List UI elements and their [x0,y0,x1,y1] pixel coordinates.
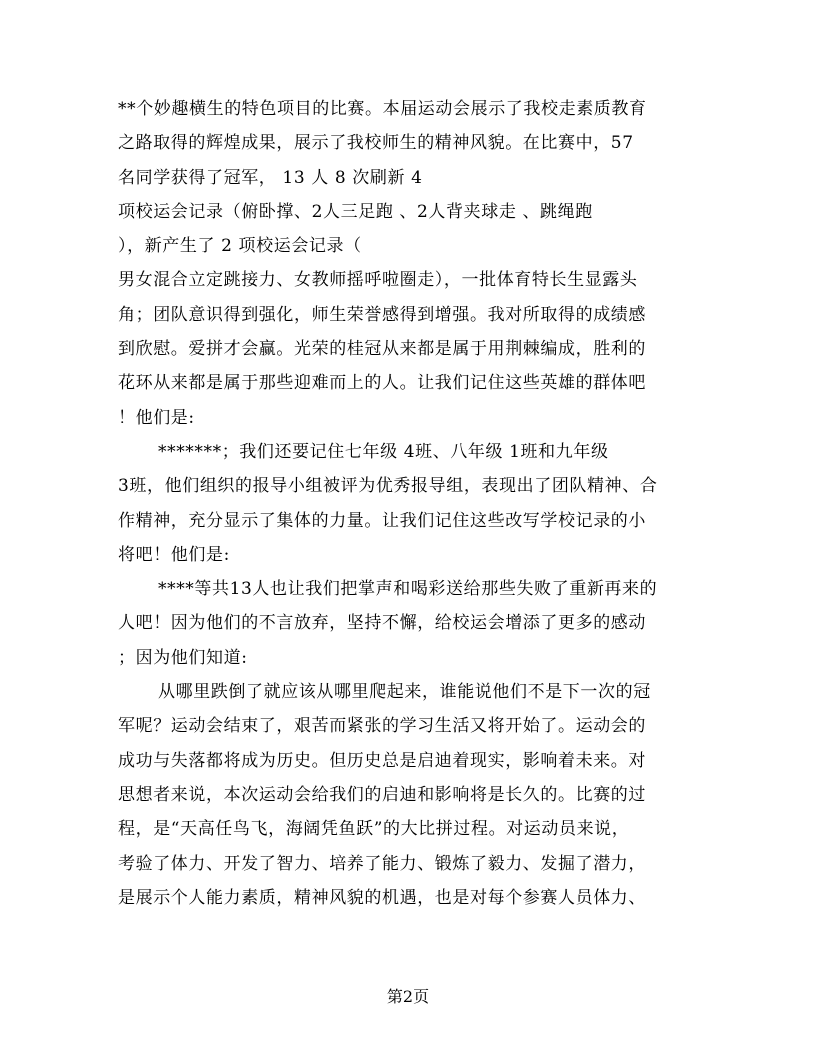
text-line: 将吧！他们是: [118,544,230,565]
text-line: 考验了体力、开发了智力、培养了能力、锻炼了毅力、发掘了潜力， [118,853,646,874]
text-line: 角；团队意识得到强化，师生荣誉感得到增强。我对所取得的成绩感 [118,304,646,325]
text-line: ；因为他们知道: [118,647,248,668]
text-line: 思想者来说，本次运动会给我们的启迪和影响将是长久的。比赛的过 [118,784,646,805]
text-line: 名同学获得了冠军， 13 人 8 次刷新 4 [118,167,423,188]
text-line: 项校运会记录（俯卧撑、2人三足跑 、2人背夹球走 、跳绳跑 [118,201,593,222]
text-line: 到欣慰。爱拼才会赢。光荣的桂冠从来都是属于用荆棘编成，胜利的 [118,339,646,360]
text-line: 人吧！因为他们的不言放弃，坚持不懈，给校运会增添了更多的感动 [118,613,646,634]
text-line: **个妙趣横生的特色项目的比赛。本届运动会展示了我校走素质教育 [118,99,647,119]
body-text [118,92,708,915]
text-line: 从哪里跌倒了就应该从哪里爬起来，谁能说他们不是下一次的冠 [158,682,651,703]
text-line: 男女混合立定跳接力、女教师摇呼啦圈走），一批体育特长生显露头 [118,270,638,291]
text-line: 程，是“天高任鸟飞，海阔凭鱼跃”的大比拼过程。对运动员来说， [118,819,630,840]
text-line: 成功与失落都将成为历史。但历史总是启迪着现实，影响着未来。对 [118,750,646,771]
text-line: ），新产生了 2 项校运会记录（ [118,236,362,257]
text-line: 作精神，充分显示了集体的力量。让我们记住这些改写学校记录的小 [118,510,646,531]
text-line: 军呢？运动会结束了，艰苦而紧张的学习生活又将开始了。运动会的 [118,716,646,737]
text-line: 花环从来都是属于那些迎难而上的人。让我们记住这些英雄的群体吧 [118,373,646,394]
page-number: 第2页 [386,987,430,1006]
text-line: 3班，他们组织的报导小组被评为优秀报导组，表现出了团队精神、合 [118,476,658,497]
text-line: ****等共13人也让我们把掌声和喝彩送给那些失败了重新再来的 [158,579,658,600]
text-line: *******；我们还要记住七年级 4班、八年级 1班和九年级 [158,441,609,462]
text-line: 是展示个人能力素质，精神风貌的机遇，也是对每个参赛人员体力、 [118,887,646,908]
text-line: 之路取得的辉煌成果，展示了我校师生的精神风貌。在比赛中，57 [118,133,634,154]
text-line: ！他们是: [118,407,195,428]
